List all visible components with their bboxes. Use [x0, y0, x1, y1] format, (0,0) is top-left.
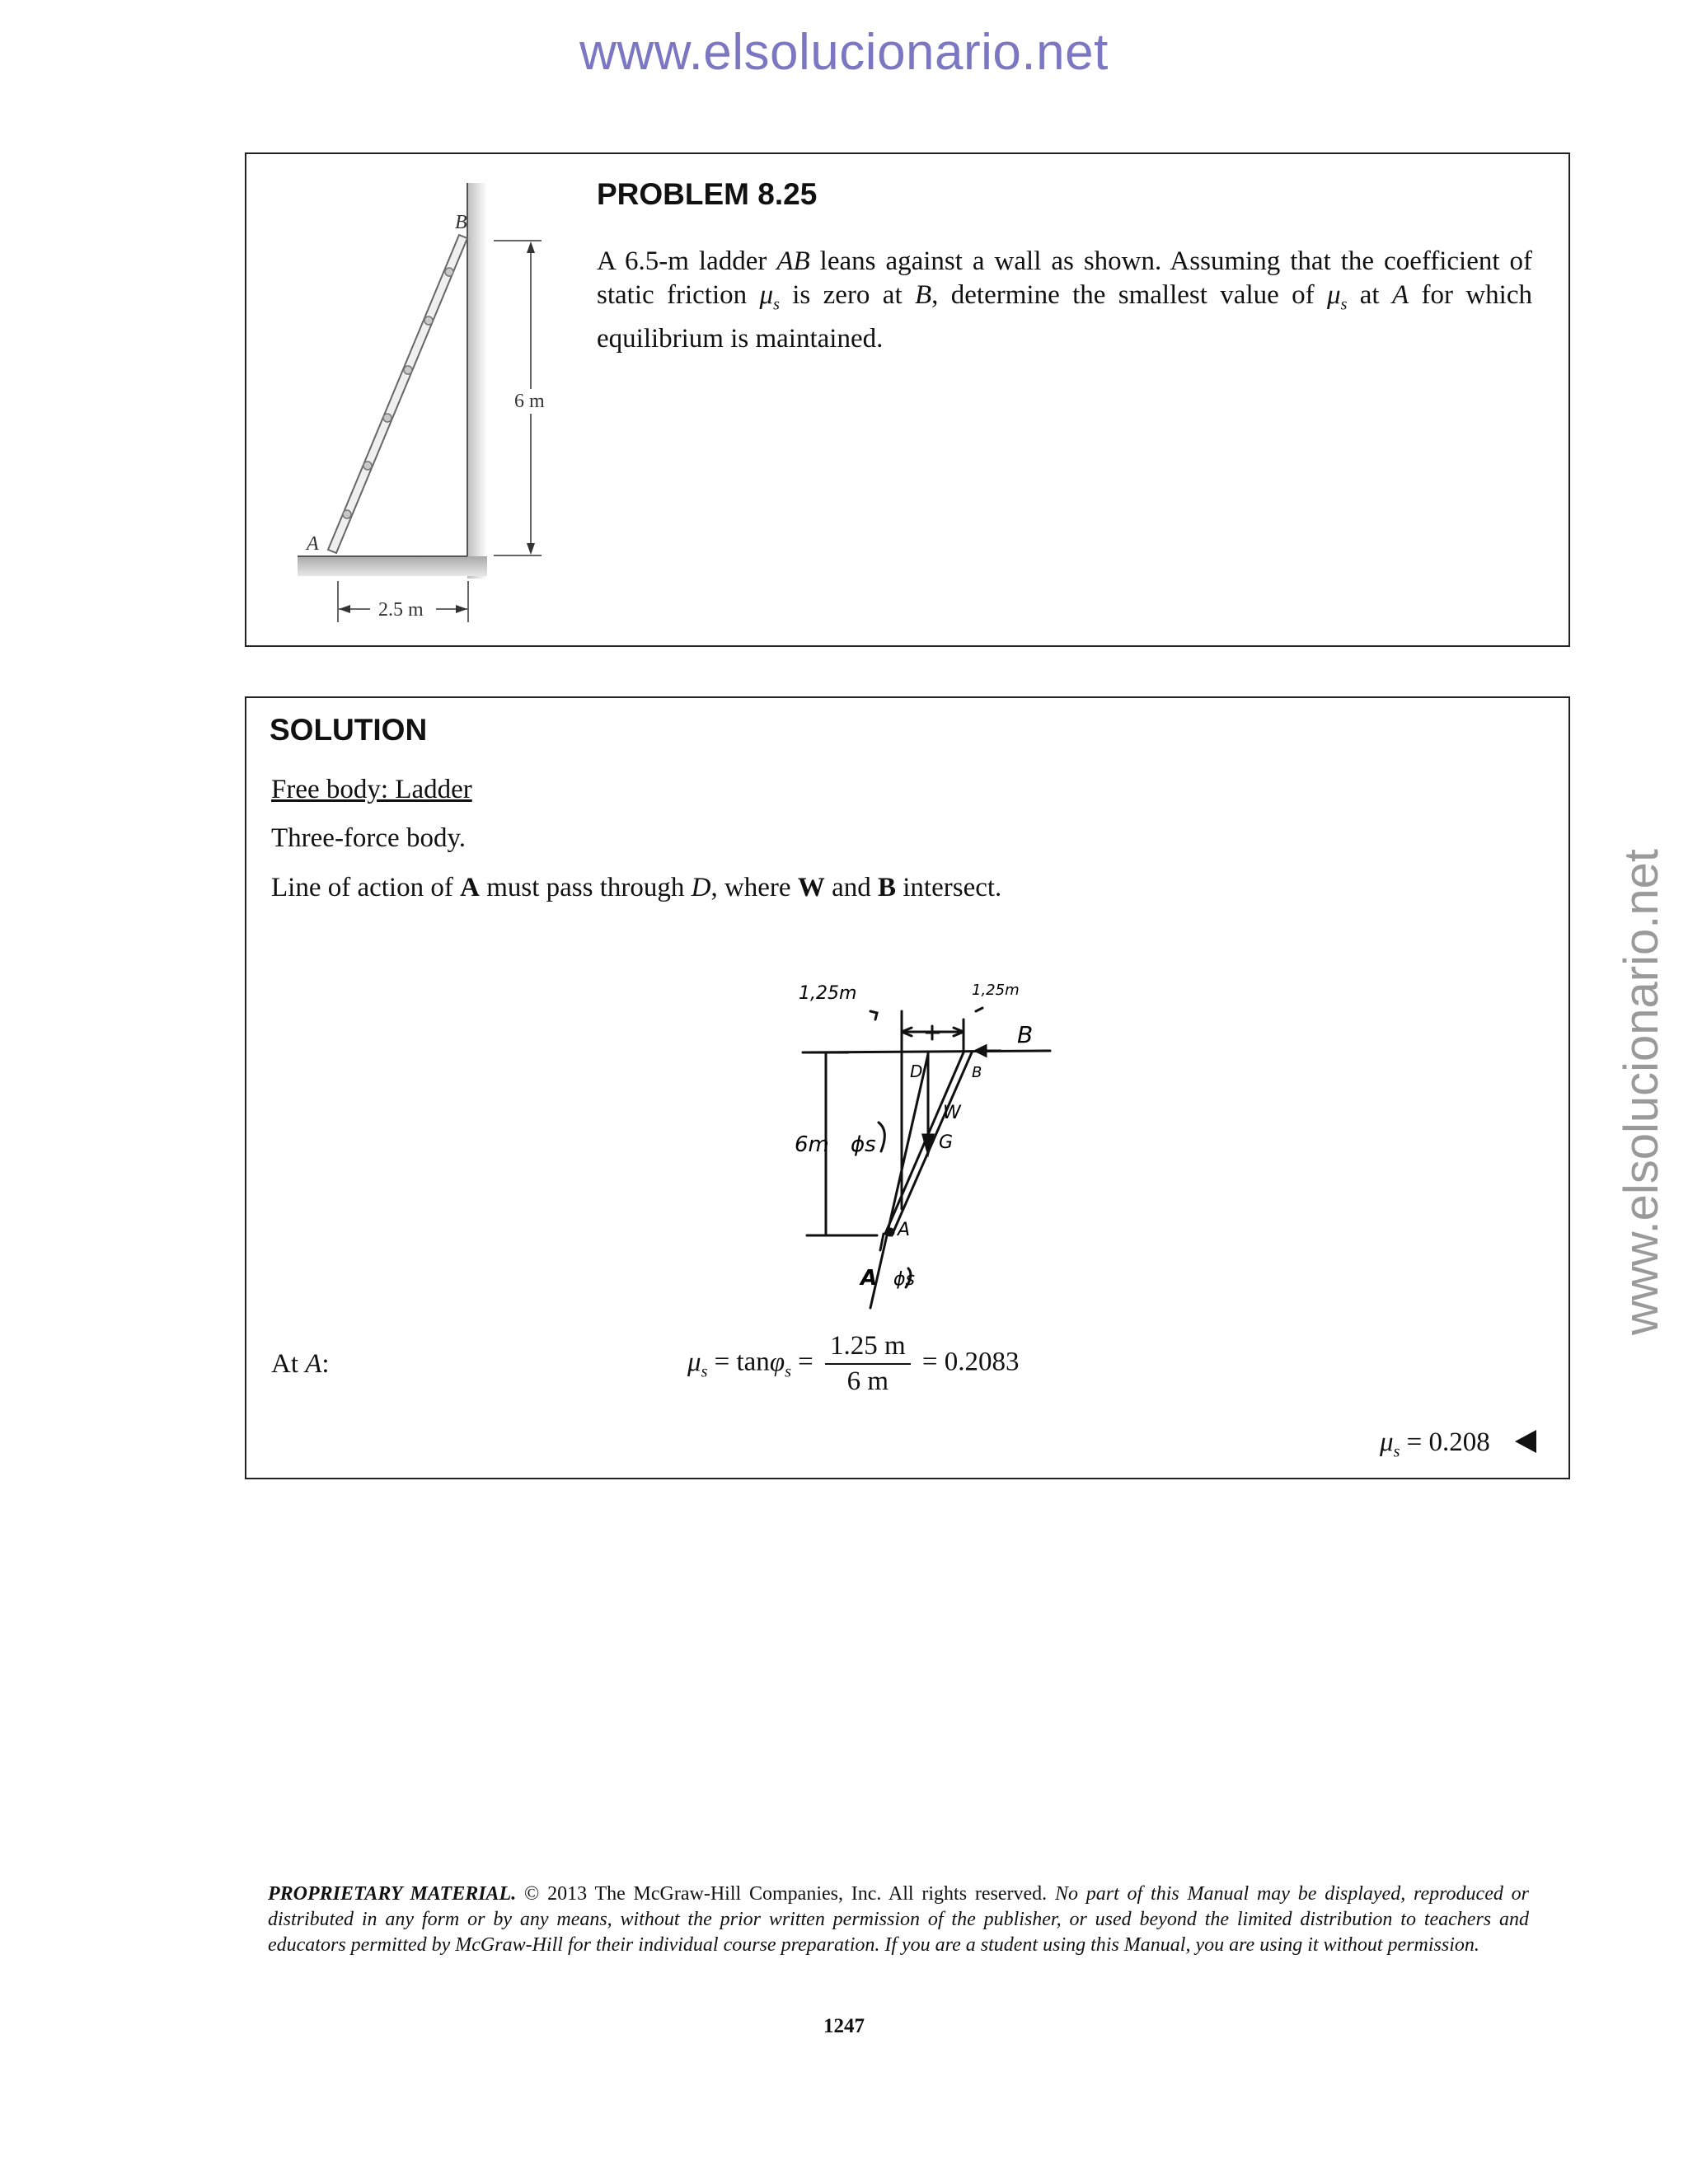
sketch-label-phi: ϕs [851, 1132, 876, 1157]
sketch-label-B-force: B [1017, 1021, 1034, 1048]
line-of-action-text: Line of action of A must pass through D, where W and B intersect. [271, 873, 1002, 902]
eq-fraction [825, 1331, 911, 1397]
eq-denominator: 6 m [846, 1366, 889, 1396]
solution-heading: SOLUTION [270, 713, 428, 747]
problem-box [245, 152, 1570, 647]
answer-marker-icon [1515, 1430, 1536, 1453]
free-body-sketch-labels [778, 962, 1058, 1316]
dim-height: 6 m [514, 391, 545, 412]
wall [467, 183, 487, 579]
page-number: 1247 [823, 2015, 865, 2037]
answer: $\mu_s = 0.208$ [1380, 1427, 1536, 1462]
watermark-side: www.elsolucionario.net [1615, 849, 1668, 1335]
at-A-label: At A: [271, 1349, 330, 1379]
sketch-label-D: D [910, 1062, 923, 1081]
problem-heading: PROBLEM 8.25 [597, 177, 818, 211]
label-A: A [307, 533, 319, 555]
footer-copyright: © 2013 The McGraw-Hill Companies, Inc. All rights reserved. [524, 1883, 1048, 1905]
footer-lead: PROPRIETARY MATERIAL. [268, 1883, 517, 1905]
sketch-label-W: W [943, 1103, 961, 1123]
label-B: B [455, 212, 467, 233]
sketch-label-B: B [972, 1064, 982, 1081]
eq-lhs: = tan [714, 1347, 770, 1377]
dim-base: 2.5 m [378, 599, 424, 621]
sketch-label-G: G [939, 1132, 954, 1153]
sketch-label-A: A [898, 1220, 911, 1240]
mu-equation: $\mu_s = \tan\varphi_s$ = $\frac{1.25 m}{6 m}$ = 0.2083 [687, 1331, 1020, 1396]
three-force-text: Three-force body. [271, 823, 467, 853]
footer-text: No part of this Manual may be displayed, reproduced or distributed in any form or by any means, without the prior written permission of the publisher, or used beyond the limited distribution to teachers and educators permitted by McGraw-Hill for their individual course preparation. If you are a student using this Manual, you are using it without permission. [268, 1883, 1529, 1956]
problem-text: A 6.5-m ladder AB leans against a wall as shown. Assuming that the coefficient of static friction $\mu_s$ is zero at B, determine the smallest value of $\mu_s$ at A for which equilibrium is maintained. [597, 246, 1532, 354]
floor [298, 556, 487, 576]
sketch-dim-right: 1,25m [972, 982, 1020, 999]
eq-result: = 0.2083 [921, 1347, 1020, 1377]
free-body-label: Free body: Ladder [271, 775, 472, 804]
watermark-top: www.elsolucionario.net [579, 24, 1109, 81]
solution-box [245, 696, 1570, 1479]
footer-notice [268, 1882, 1529, 1958]
ladder-figure [246, 154, 576, 640]
eq-numerator: 1.25 m [825, 1331, 911, 1365]
sketch-label-6m: 6m [795, 1132, 829, 1157]
sketch-label-A-force: A [860, 1266, 878, 1291]
sketch-dim-left: 1,25m [799, 983, 857, 1004]
answer-value: = 0.208 [1406, 1427, 1490, 1457]
sketch-label-phi-bottom: ϕs [893, 1269, 915, 1290]
ladder [328, 235, 467, 553]
mu-symbol: $\mu_s$ [687, 1347, 708, 1381]
